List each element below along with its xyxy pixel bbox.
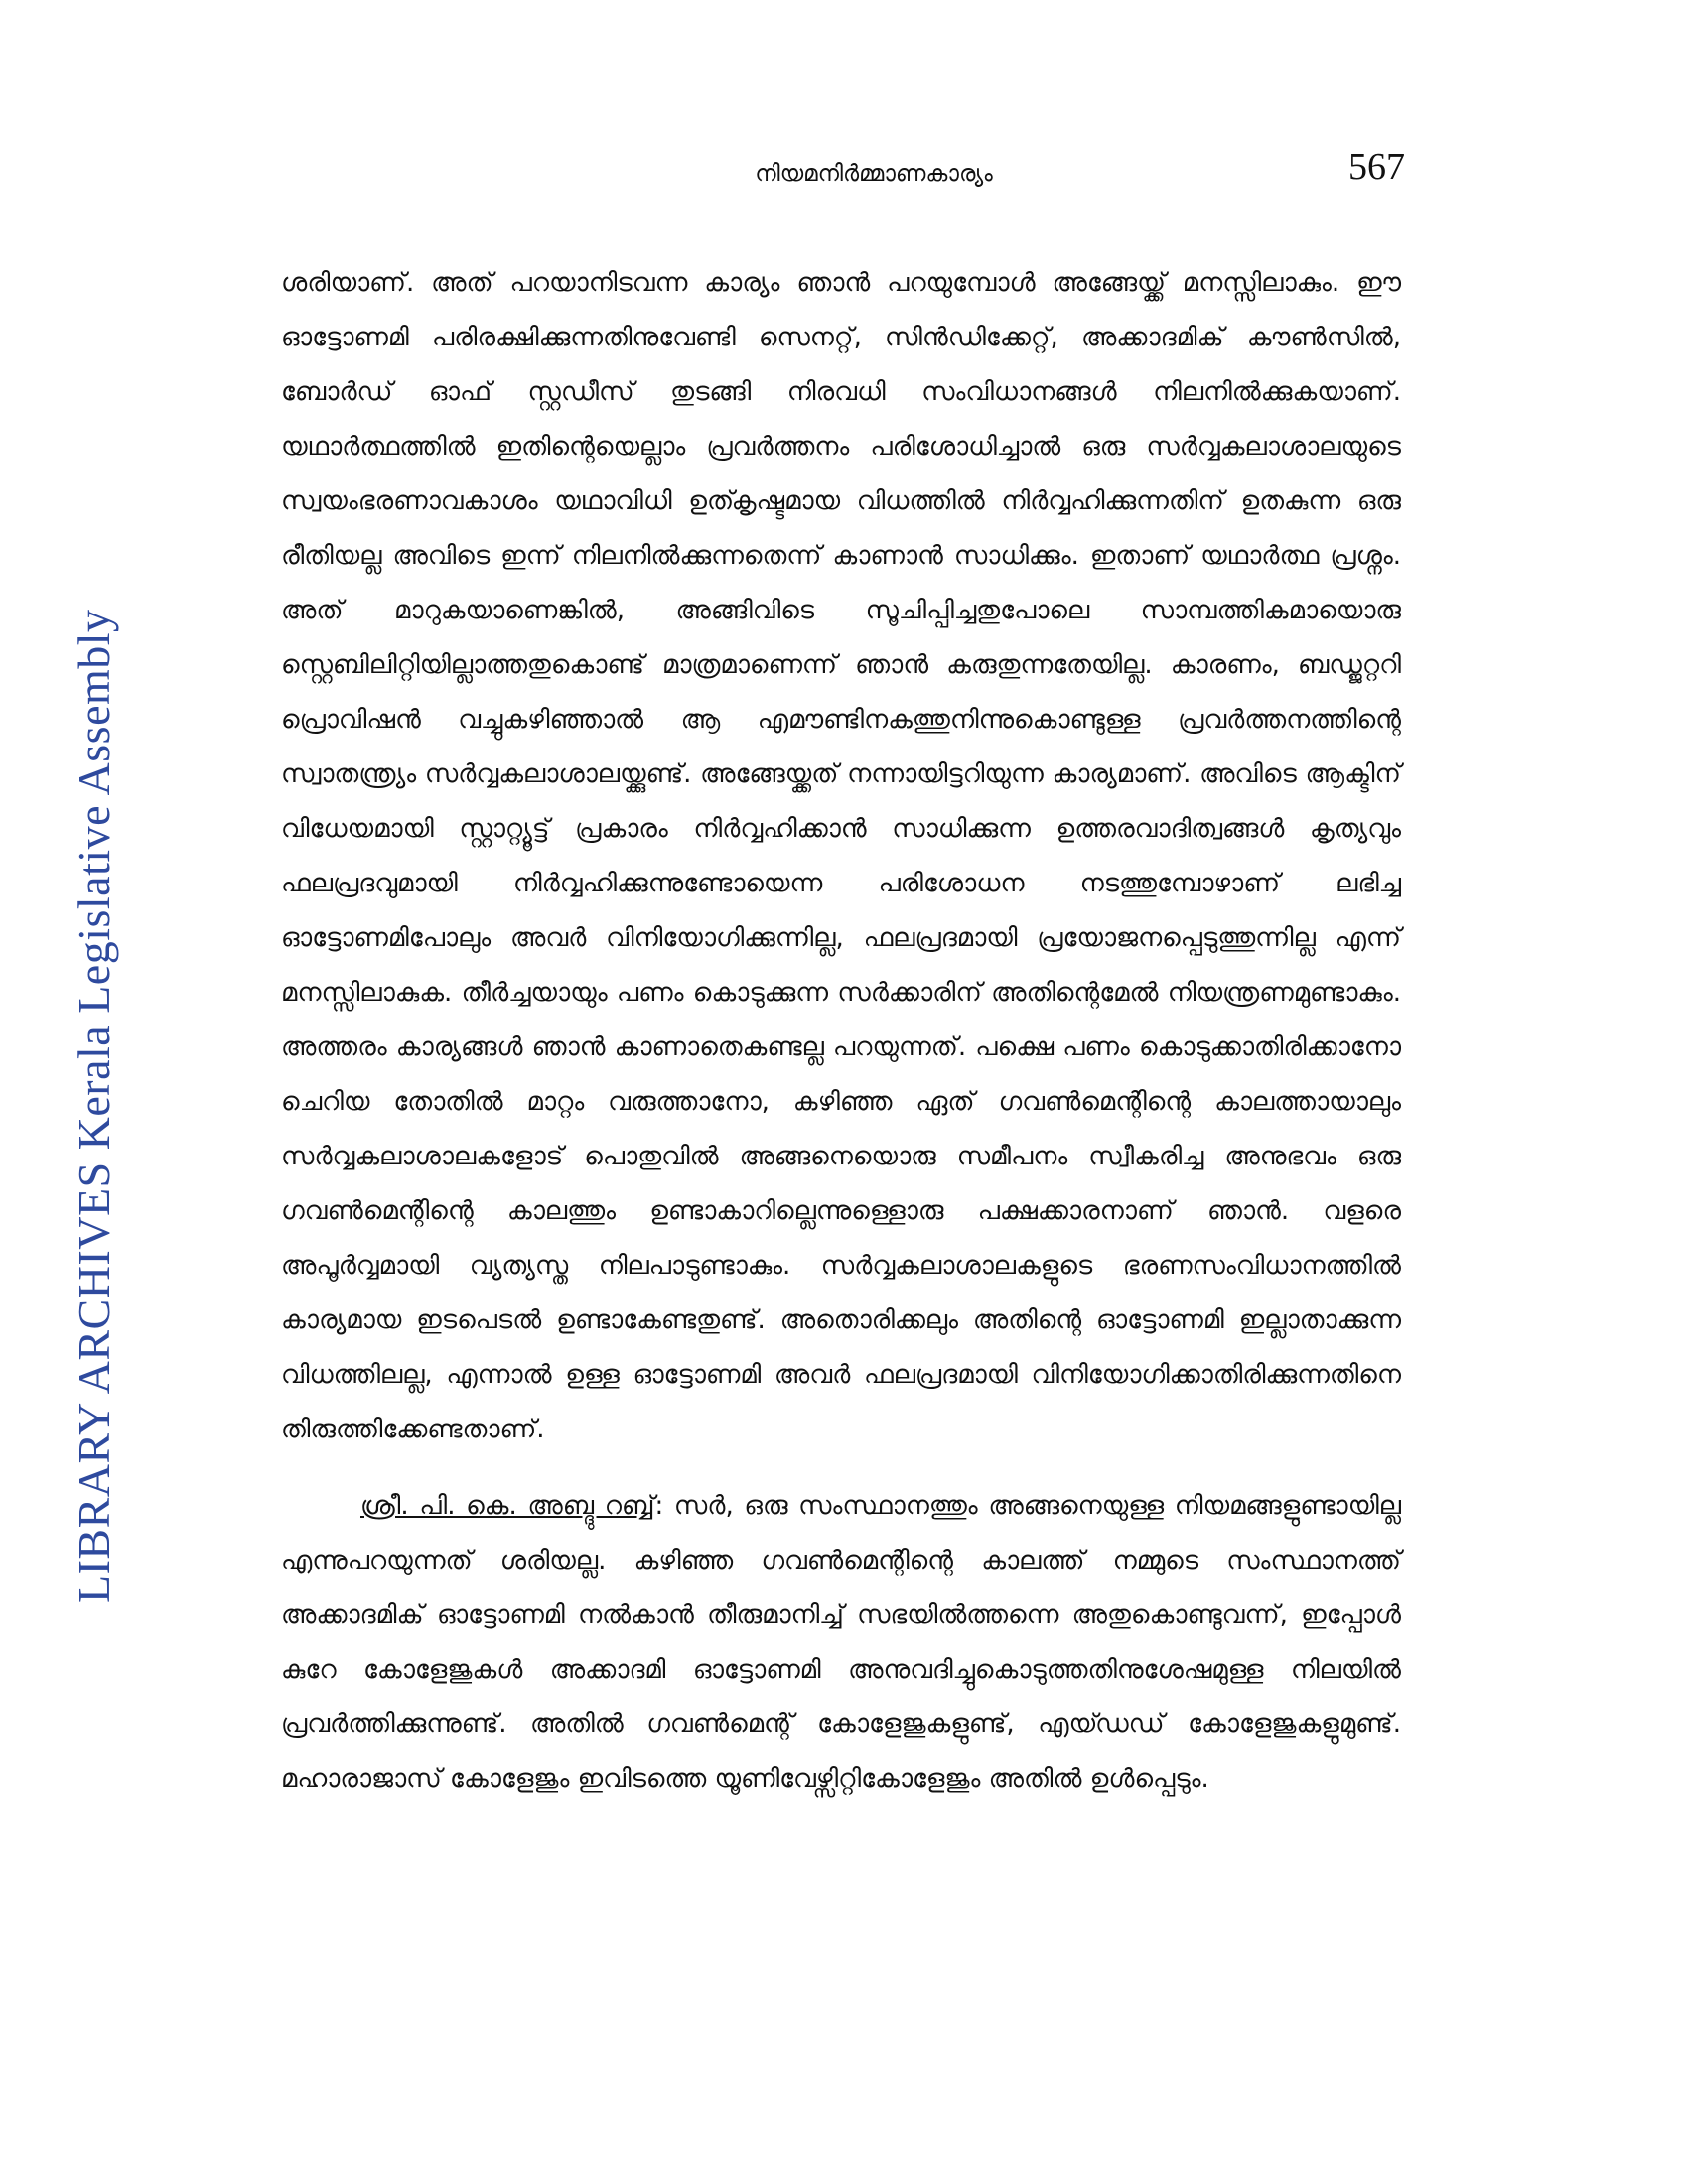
paragraph [281,1479,1401,1807]
page-number: 567 [1348,146,1405,188]
speaker-name: ശ്രീ. പി. കെ. അബ്ദു റബ്ബ് [360,1491,655,1521]
page-body [281,256,1401,1807]
speech-text: : സർ, ഒരു സംസ്ഥാനത്തും അങ്ങനെയുള്ള നിയമങ്ങളുണ്ടായില്ല എന്നുപറയുന്നത് ശരിയല്ല. കഴിഞ്ഞ ഗവൺമെന്റിന്റെ കാലത്ത് നമ്മുടെ സംസ്ഥാനത്ത് അക്കാദമിക് ഓട്ടോണമി നൽകാൻ തീരുമാനിച്ച് സഭയിൽത്തന്നെ അതുകൊണ്ടുവന്ന്, ഇപ്പോൾ കുറേ കോളേജുകൾ അക്കാദമി ഓട്ടോണമി അനുവദിച്ചുകൊടുത്തതിനുശേഷമുള്ള നിലയിൽ പ്രവർത്തിക്കുന്നുണ്ട്. അതിൽ ഗവൺമെന്റ് കോളേജുകളുണ്ട്, എയ്ഡഡ് കോളേജുകളുമുണ്ട്. മഹാരാജാസ് കോളേജും ഇവിടത്തെ യൂണിവേഴ്സിറ്റികോളേജും അതിൽ ഉൾപ്പെടും. [281,1491,1401,1794]
archive-watermark: LIBRARY ARCHIVES Kerala Legislative Assembly [69,609,119,1603]
running-title: നിയമനിർമ്മാണകാര്യം [755,161,993,187]
paragraph: ശരിയാണ്. അത് പറയാനിടവന്ന കാര്യം ഞാൻ പറയുമ്പോൾ അങ്ങേയ്ക്ക് മനസ്സിലാകും. ഈ ഓട്ടോണമി പരിരക്ഷിക്കുന്നതിനുവേണ്ടി സെനറ്റ്, സിൻഡിക്കേറ്റ്, അക്കാദമിക് കൗൺസിൽ, ബോർഡ് ഓഫ് സ്റ്റഡീസ് തുടങ്ങി നിരവധി സംവിധാനങ്ങൾ നിലനിൽക്കുകയാണ്. യഥാർത്ഥത്തിൽ ഇതിന്റെയെല്ലാം പ്രവർത്തനം പരിശോധിച്ചാൽ ഒരു സർവ്വകലാശാലയുടെ സ്വയംഭരണാവകാശം യഥാവിധി ഉത്കൃഷ്ടമായ വിധത്തിൽ നിർവ്വഹിക്കുന്നതിന് ഉതകുന്ന ഒരു രീതിയല്ല അവിടെ ഇന്ന് നിലനിൽക്കുന്നതെന്ന് കാണാൻ സാധിക്കും. ഇതാണ് യഥാർത്ഥ പ്രശ്നം. അത് മാറുകയാണെങ്കിൽ, അങ്ങിവിടെ സൂചിപ്പിച്ചതുപോലെ സാമ്പത്തികമായൊരു സ്റ്റെബിലിറ്റിയില്ലാത്തതുകൊണ്ട് മാത്രമാണെന്ന് ഞാൻ കരുതുന്നതേയില്ല. കാരണം, ബഡ്ജറ്ററി പ്രൊവിഷൻ വച്ചുകഴിഞ്ഞാൽ ആ എമൗണ്ടിനകത്തുനിന്നുകൊണ്ടുള്ള പ്രവർത്തനത്തിന്റെ സ്വാതന്ത്ര്യം സർവ്വകലാശാലയ്ക്കുണ്ട്. അങ്ങേയ്ക്കത് നന്നായിട്ടറിയുന്ന കാര്യമാണ്. അവിടെ ആക്ടിന് വിധേയമായി സ്റ്റാറ്റ്യൂട്ട് പ്രകാരം നിർവ്വഹിക്കാൻ സാധിക്കുന്ന ഉത്തരവാദിത്വങ്ങൾ കൃത്യവും ഫലപ്രദവുമായി നിർവ്വഹിക്കുന്നുണ്ടോയെന്ന പരിശോധന നടത്തുമ്പോഴാണ് ലഭിച്ച ഓട്ടോണമിപോലും അവർ വിനിയോഗിക്കുന്നില്ല, ഫലപ്രദമായി പ്രയോജനപ്പെടുത്തുന്നില്ല എന്ന് മനസ്സിലാകുക. തീർച്ചയായും പണം കൊടുക്കുന്ന സർക്കാരിന് അതിന്റെമേൽ നിയന്ത്രണമുണ്ടാകും. അത്തരം കാര്യങ്ങൾ ഞാൻ കാണാതെകണ്ടല്ല പറയുന്നത്. പക്ഷെ പണം കൊടുക്കാതിരിക്കാനോ ചെറിയ തോതിൽ മാറ്റം വരുത്താനോ, കഴിഞ്ഞ ഏത് ഗവൺമെന്റിന്റെ കാലത്തായാലും സർവ്വകലാശാലകളോട് പൊതുവിൽ അങ്ങനെയൊരു സമീപനം സ്വീകരിച്ച അനുഭവം ഒരു ഗവൺമെന്റിന്റെ കാലത്തും ഉണ്ടാകാറില്ലെന്നുള്ളൊരു പക്ഷക്കാരനാണ് ഞാൻ. വളരെ അപൂർവ്വമായി വ്യത്യസ്ത നിലപാടുണ്ടാകും. സർവ്വകലാശാലകളുടെ ഭരണസംവിധാനത്തിൽ കാര്യമായ ഇടപെടൽ ഉണ്ടാകേണ്ടതുണ്ട്. അതൊരിക്കലും അതിന്റെ ഓട്ടോണമി ഇല്ലാതാക്കുന്ന വിധത്തിലല്ല, എന്നാൽ ഉള്ള ഓട്ടോണമി അവർ ഫലപ്രദമായി വിനിയോഗിക്കാതിരിക്കുന്നതിനെ തിരുത്തിക്കേണ്ടതാണ്. [281,268,1401,1444]
